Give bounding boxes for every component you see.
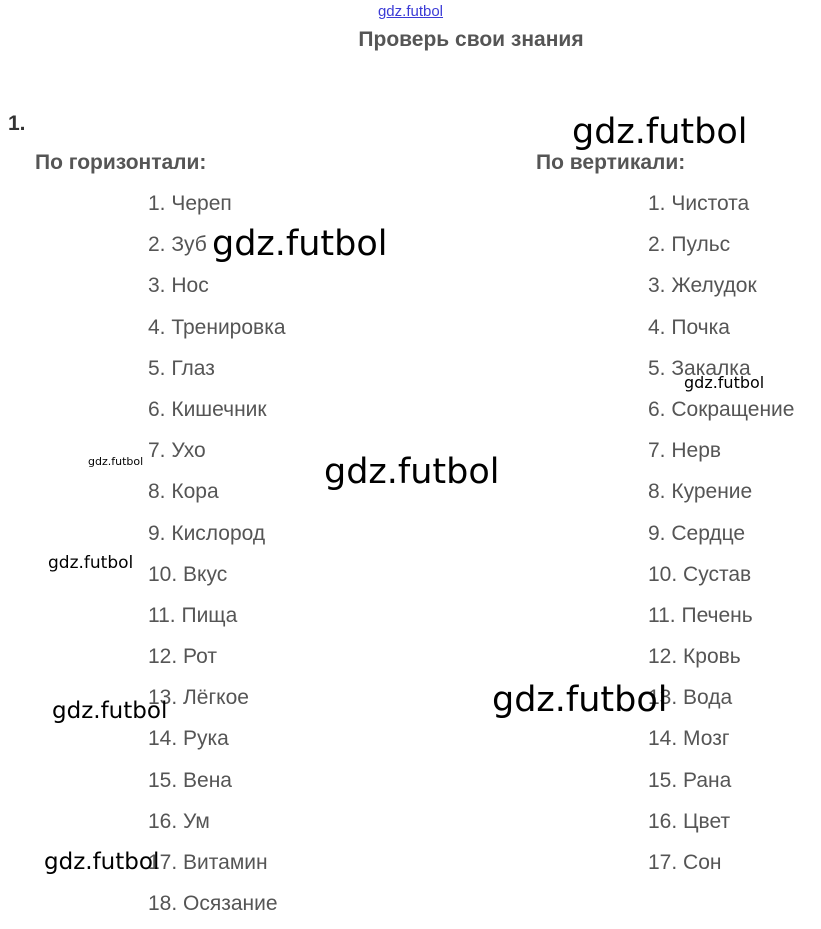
horizontal-item: 1. Череп: [148, 192, 232, 215]
horizontal-item: 7. Ухо: [148, 439, 206, 463]
vertical-item: 10. Сустав: [648, 562, 752, 586]
vertical-item: 17. Сон: [648, 851, 722, 874]
vertical-item: 2. Пульс: [648, 233, 731, 257]
horizontal-item: 15. Вена: [148, 768, 232, 792]
vertical-item: 1. Чистота: [648, 192, 750, 215]
vertical-item: 11. Печень: [648, 603, 753, 627]
horizontal-item: 3. Нос: [148, 274, 209, 298]
watermark: gdz.futbol: [88, 455, 144, 468]
task-number: 1.: [8, 112, 26, 135]
horizontal-item: 14. Рука: [148, 727, 229, 751]
horizontal-item: 12. Рот: [148, 645, 217, 669]
vertical-item: 5. Закалка: [648, 356, 751, 380]
horizontal-answer-list: [148, 183, 286, 924]
vertical-heading: По вертикали:: [536, 151, 686, 174]
vertical-item: 14. Мозг: [648, 727, 730, 751]
horizontal-item: 16. Ум: [148, 809, 210, 833]
vertical-item: 8. Курение: [648, 480, 753, 504]
horizontal-heading: По горизонтали:: [35, 151, 207, 174]
horizontal-item: 6. Кишечник: [148, 397, 267, 421]
vertical-item: 6. Сокращение: [648, 397, 795, 421]
watermark: gdz.futbol: [44, 849, 160, 875]
vertical-answer-list: [648, 183, 794, 883]
site-link[interactable]: gdz.futbol: [377, 3, 444, 20]
horizontal-item: 13. Лёгкое: [148, 686, 249, 710]
horizontal-item: 11. Пища: [148, 603, 238, 627]
vertical-item: 7. Нерв: [648, 439, 722, 463]
watermark: gdz.futbol: [324, 452, 500, 492]
watermark: gdz.futbol: [48, 553, 134, 573]
page-title: Проверь свои знания: [358, 28, 584, 51]
horizontal-item: 5. Глаз: [148, 356, 215, 380]
vertical-item: 13. Вода: [648, 686, 733, 710]
vertical-item: 3. Желудок: [648, 274, 757, 298]
vertical-item: 16. Цвет: [648, 809, 731, 833]
watermark: gdz.futbol: [492, 680, 668, 720]
vertical-item: 15. Рана: [648, 768, 732, 792]
horizontal-item: 9. Кислород: [148, 521, 266, 545]
watermark: gdz.futbol: [212, 224, 388, 264]
watermark: gdz.futbol: [52, 698, 168, 724]
vertical-item: 12. Кровь: [648, 645, 741, 669]
watermark: gdz.futbol: [572, 112, 748, 152]
vertical-item: 9. Сердце: [648, 521, 746, 545]
horizontal-item: 2. Зуб: [148, 233, 207, 257]
horizontal-item: 8. Кора: [148, 480, 219, 504]
horizontal-item: 10. Вкус: [148, 562, 228, 586]
horizontal-item: 18. Осязание: [148, 892, 278, 916]
horizontal-item: 4. Тренировка: [148, 315, 286, 339]
vertical-item: 4. Почка: [648, 315, 730, 339]
watermark: gdz.futbol: [684, 373, 765, 392]
horizontal-item: 17. Витамин: [148, 851, 268, 874]
